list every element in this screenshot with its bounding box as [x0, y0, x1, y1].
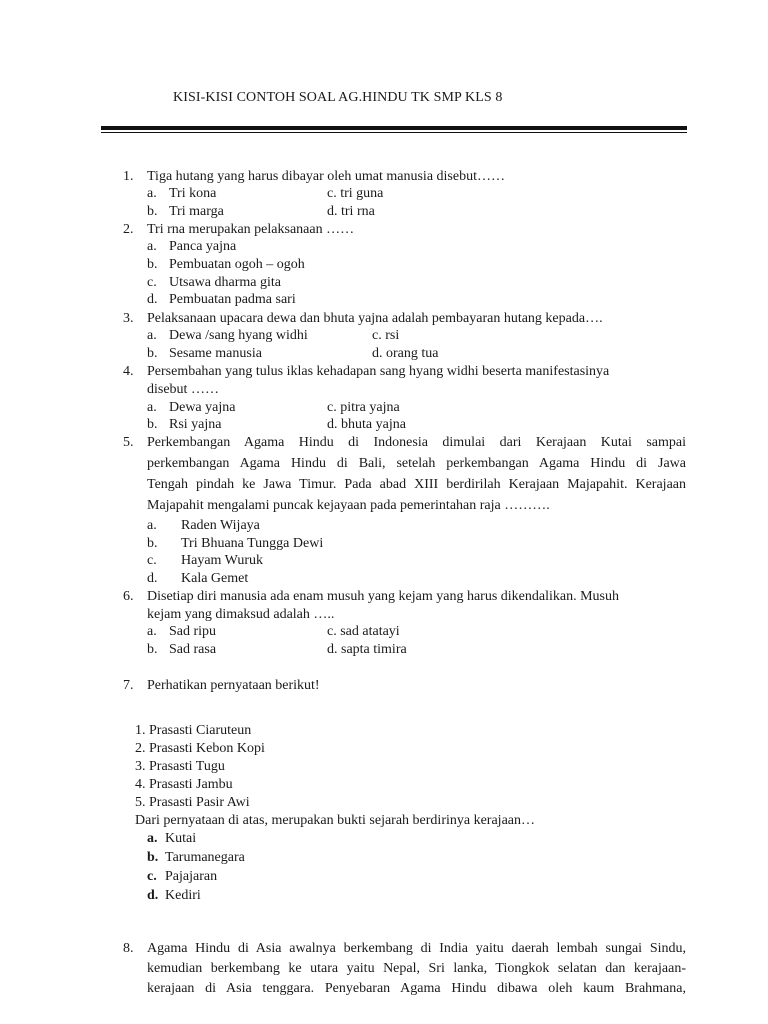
question-number: 6. — [123, 589, 134, 604]
question-number: 4. — [123, 364, 134, 379]
option-c-text: Hayam Wuruk — [181, 553, 263, 568]
question-text-line-1: Disetiap diri manusia ada enam musuh yang kejam yang harus dikendalikan. Musuh — [147, 589, 620, 604]
option-a-letter: a. — [147, 624, 157, 639]
option-c-letter: c. — [147, 275, 157, 290]
title-divider-thin — [101, 132, 687, 133]
option-d-text: Kediri — [165, 888, 201, 903]
option-a-letter: a. — [147, 518, 157, 533]
option-a-text: Dewa yajna — [169, 400, 236, 415]
statement-item: 4. Prasasti Jambu — [135, 777, 233, 792]
option-a-text: Tri kona — [169, 186, 217, 201]
option-c: c. tri guna — [327, 186, 384, 201]
option-d: d. tri rna — [327, 204, 375, 219]
option-b-letter: b. — [147, 346, 158, 361]
option-b-letter: b. — [147, 642, 158, 657]
option-b-letter: b. — [147, 417, 158, 432]
option-b-text: Sad rasa — [169, 642, 217, 657]
option-d: d. orang tua — [372, 346, 439, 361]
question-text: Perhatikan pernyataan berikut! — [147, 678, 320, 693]
statement-item: 3. Prasasti Tugu — [135, 759, 225, 774]
question-text-line-1: Perkembangan Agama Hindu di Indonesia dimulai dari Kerajaan Kutai sampai — [147, 435, 686, 450]
option-b-text: Pembuatan ogoh – ogoh — [169, 257, 305, 272]
question-number: 8. — [123, 941, 134, 956]
option-a-letter: a. — [147, 328, 157, 343]
option-b-text: Rsi yajna — [169, 417, 222, 432]
question-number: 1. — [123, 169, 134, 184]
option-d-letter: d. — [147, 888, 159, 903]
option-b-letter: b. — [147, 257, 158, 272]
option-b-text: Sesame manusia — [169, 346, 262, 361]
question-text-line-4: Majapahit mengalami puncak kejayaan pada pemerintahan raja ………. — [147, 498, 550, 513]
option-d-text: Pembuatan padma sari — [169, 292, 296, 307]
question-text-line-2: kemudian berkembang ke utara yaitu Nepal, Sri lanka, Tiongkok selatan dan kerajaan- — [147, 961, 686, 976]
question-text: Pelaksanaan upacara dewa dan bhuta yajna adalah pembayaran hutang kepada…. — [147, 311, 603, 326]
question-text-line-3: Tengah pindah ke Jawa Timur. Pada abad XIII berdirilah Kerajaan Majapahit. Kerajaan — [147, 477, 686, 492]
question-text-line-3: kerajaan di Asia tenggara. Penyebaran Agama Hindu dibawa oleh kaum Brahmana, — [147, 981, 686, 996]
statement-item: 2. Prasasti Kebon Kopi — [135, 741, 265, 756]
option-c-letter: c. — [147, 553, 157, 568]
option-c-letter: c. — [147, 869, 157, 884]
option-b-text: Tri marga — [169, 204, 224, 219]
option-d: d. bhuta yajna — [327, 417, 406, 432]
page-title: KISI-KISI CONTOH SOAL AG.HINDU TK SMP KLS 8 — [173, 90, 503, 105]
question-text: Tiga hutang yang harus dibayar oleh umat manusia disebut…… — [147, 169, 505, 184]
option-c-text: Utsawa dharma gita — [169, 275, 281, 290]
question-text: Tri rna merupakan pelaksanaan …… — [147, 222, 355, 237]
option-a-letter: a. — [147, 831, 158, 846]
option-a-letter: a. — [147, 186, 157, 201]
title-divider-thick — [101, 126, 687, 130]
option-c-text: Pajajaran — [165, 869, 218, 884]
question-number: 7. — [123, 678, 134, 693]
option-d: d. sapta timira — [327, 642, 407, 657]
option-b-text: Tarumanegara — [165, 850, 245, 865]
question-text-line-2: kejam yang dimaksud adalah ….. — [147, 607, 335, 622]
question-prompt: Dari pernyataan di atas, merupakan bukti sejarah berdirinya kerajaan… — [135, 813, 535, 828]
option-b-letter: b. — [147, 204, 158, 219]
question-number: 3. — [123, 311, 134, 326]
option-b-letter: b. — [147, 536, 158, 551]
option-a-text: Dewa /sang hyang widhi — [169, 328, 308, 343]
question-text-line-1: Persembahan yang tulus iklas kehadapan sang hyang widhi beserta manifestasinya — [147, 364, 610, 379]
statement-item: 1. Prasasti Ciaruteun — [135, 723, 252, 738]
statement-item: 5. Prasasti Pasir Awi — [135, 795, 250, 810]
question-number: 5. — [123, 435, 134, 450]
option-b-letter: b. — [147, 850, 159, 865]
option-a-text: Kutai — [165, 831, 197, 846]
option-d-letter: d. — [147, 571, 158, 586]
option-a-text: Raden Wijaya — [181, 518, 260, 533]
question-number: 2. — [123, 222, 134, 237]
option-a-letter: a. — [147, 239, 157, 254]
option-c: c. rsi — [372, 328, 400, 343]
option-d-text: Kala Gemet — [181, 571, 249, 586]
question-text-line-2: perkembangan Agama Hindu di Bali, setelah perkembangan Agama Hindu di Jawa — [147, 456, 686, 471]
option-d-letter: d. — [147, 292, 158, 307]
option-b-text: Tri Bhuana Tungga Dewi — [181, 536, 324, 551]
question-text-line-1: Agama Hindu di Asia awalnya berkembang di India yaitu daerah lembah sungai Sindu, — [147, 941, 686, 956]
question-text-line-2: disebut …… — [147, 382, 219, 397]
option-c: c. sad atatayi — [327, 624, 400, 639]
option-c: c. pitra yajna — [327, 400, 400, 415]
option-a-text: Sad ripu — [169, 624, 217, 639]
option-a-letter: a. — [147, 400, 157, 415]
option-a-text: Panca yajna — [169, 239, 237, 254]
